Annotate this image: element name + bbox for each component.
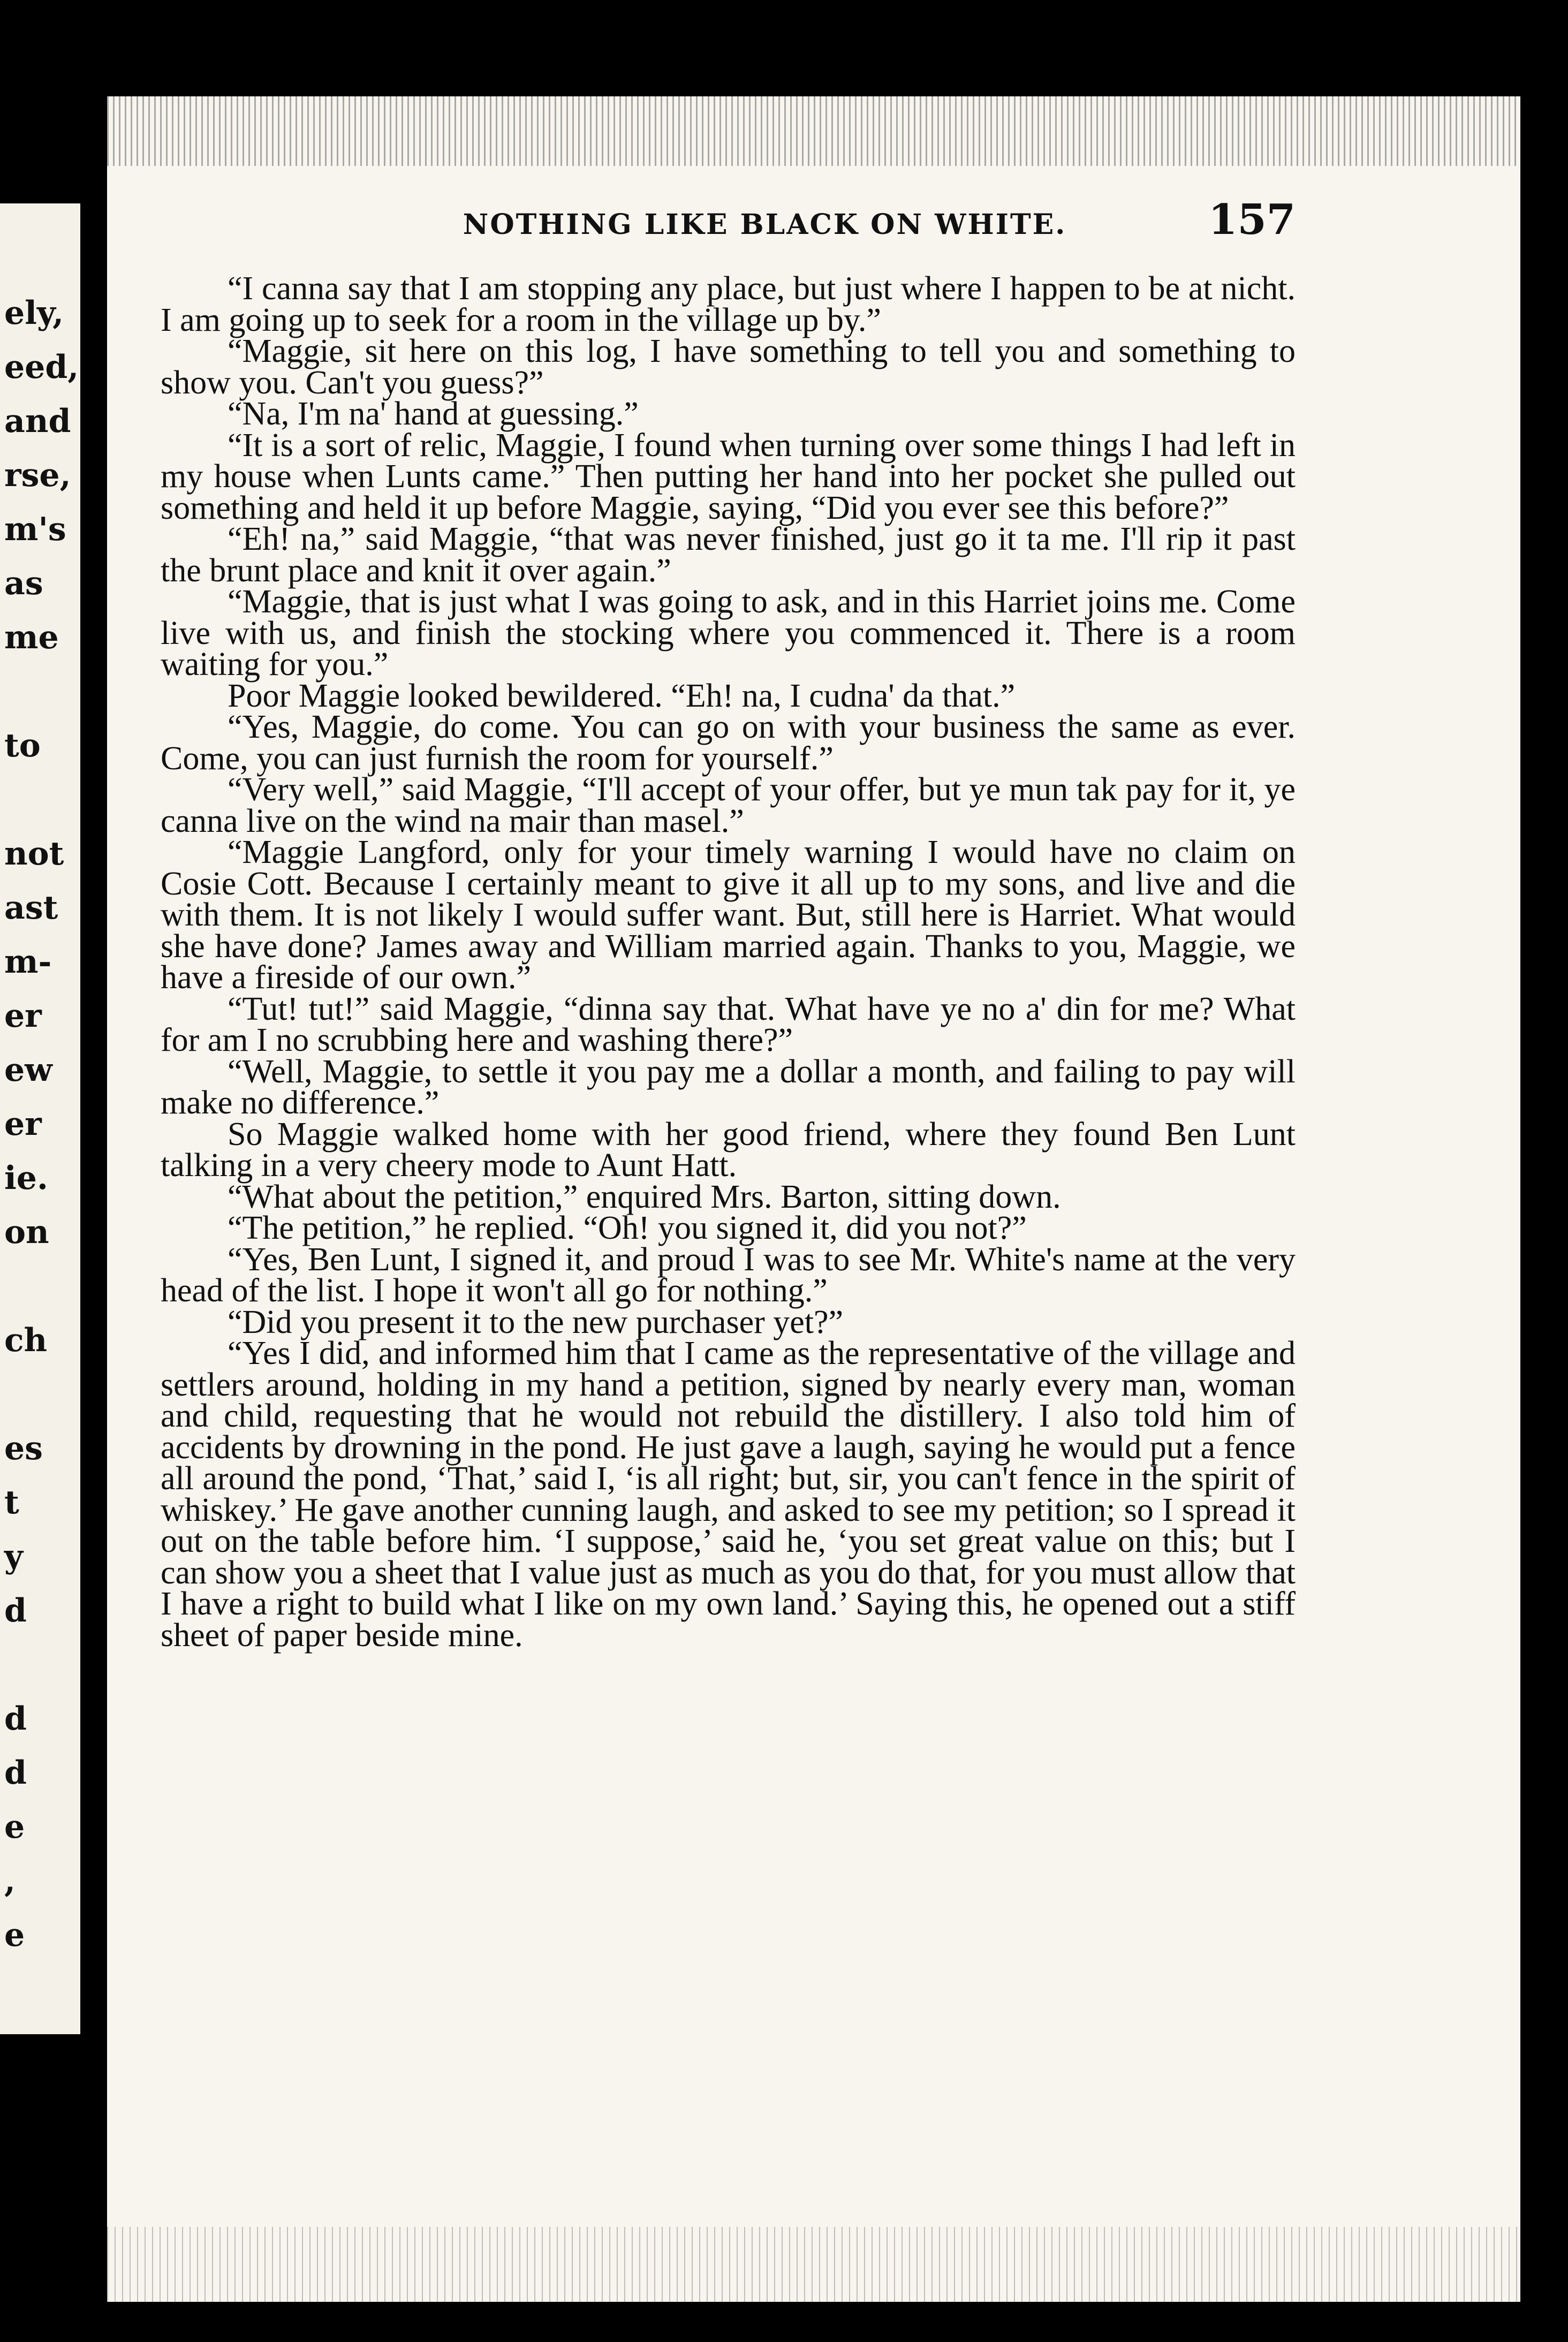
running-head-title: NOTHING LIKE BLACK ON WHITE. xyxy=(463,208,1067,241)
previous-page-fragment xyxy=(4,773,79,827)
previous-page-fragment: d xyxy=(4,1592,27,1629)
previous-page-fragment: me xyxy=(4,619,59,656)
previous-page-fragment: e xyxy=(4,1808,25,1846)
paragraph: “Tut! tut!” said Maggie, “dinna say that. What have ye no a' din for me? What for am I no scrubbing here and washing there?” xyxy=(161,990,1296,1058)
paragraph: So Maggie walked home with her good friend, where they found Ben Lunt talking in a very cheery mode to Aunt Hatt. xyxy=(161,1116,1296,1184)
previous-page-fragment: es xyxy=(4,1430,43,1467)
previous-page-fragment: d xyxy=(4,1700,27,1738)
previous-page-fragment: as xyxy=(4,565,43,602)
previous-page-fragment: ch xyxy=(4,1322,48,1359)
paragraph: “Maggie Langford, only for your timely warning I would have no claim on Cosie Cott. Because I certainly meant to give it all up to my sons, and live and die with them. It is not likely I would suffer want. But, still here is Harriet. What would she have done? James away and William married again. Thanks to you, Maggie, we have a fireside of our own.” xyxy=(161,834,1296,996)
paragraph: “It is a sort of relic, Maggie, I found when turning over some things I had left in my house when Lunts came.” Then putting her hand into her pocket she pulled out something and held it up before Maggie, saying, “Did you ever see this before?” xyxy=(161,427,1296,526)
paragraph: Poor Maggie looked bewildered. “Eh! na, I cudna' da that.” xyxy=(228,677,1016,714)
paragraph: “What about the petition,” enquired Mrs. Barton, sitting down. xyxy=(228,1178,1061,1215)
previous-page-fragment: e xyxy=(4,1916,25,1954)
previous-page-fragment: er xyxy=(4,997,42,1035)
previous-page-fragment: ie. xyxy=(4,1159,48,1197)
previous-page-fragment xyxy=(4,1638,79,1692)
previous-page-fragment: t xyxy=(4,1484,19,1521)
paragraph: “Na, I'm na' hand at guessing.” xyxy=(228,396,639,432)
paragraph: “Eh! na,” said Maggie, “that was never finished, just go it ta me. I'll rip it past the brunt place and knit it over again.” xyxy=(161,521,1296,589)
previous-page-fragment xyxy=(4,665,79,719)
previous-page-fragment: ew xyxy=(4,1051,52,1089)
previous-page-fragment: d xyxy=(4,1754,27,1792)
scan-noise-bottom xyxy=(107,2227,1520,2302)
paragraph: “Yes, Ben Lunt, I signed it, and proud I was to see Mr. White's name at the very head of the list. I hope it won't all go for nothing.” xyxy=(161,1241,1296,1309)
previous-page-fragment: and xyxy=(4,403,71,440)
paragraph: “Well, Maggie, to settle it you pay me a dollar a month, and failing to pay will make no difference.” xyxy=(161,1053,1296,1121)
previous-page-fragment: rse, xyxy=(4,457,71,494)
paragraph: “Did you present it to the new purchaser yet?” xyxy=(228,1303,844,1340)
paragraph: “Maggie, sit here on this log, I have something to tell you and something to show you. Can't you guess?” xyxy=(161,333,1296,401)
previous-page-fragment: ely, xyxy=(4,294,64,332)
previous-page-fragment: not xyxy=(4,835,64,873)
page-number: 157 xyxy=(1208,195,1296,244)
body-text xyxy=(161,270,1296,1654)
previous-page-edge xyxy=(0,203,80,2034)
book-page xyxy=(107,96,1520,2302)
previous-page-fragment: , xyxy=(4,1862,16,1900)
running-head xyxy=(161,195,1296,244)
previous-page-fragment: er xyxy=(4,1105,42,1143)
previous-page-fragment: y xyxy=(4,1538,23,1575)
previous-page-fragment: m- xyxy=(4,943,52,981)
scan-noise-top xyxy=(107,96,1520,166)
previous-page-fragment: eed, xyxy=(4,348,79,386)
previous-page-fragment: m's xyxy=(4,511,66,548)
paragraph: “Very well,” said Maggie, “I'll accept of your offer, but ye mun tak pay for it, ye canna live on the wind na mair than masel.” xyxy=(161,771,1296,839)
paragraph: “Maggie, that is just what I was going to ask, and in this Harriet joins me. Come live with us, and finish the stocking where you commenced it. There is a room waiting for you.” xyxy=(161,583,1296,683)
previous-page-fragment xyxy=(4,1260,79,1314)
previous-page-fragments xyxy=(4,286,79,1962)
previous-page-fragment: on xyxy=(4,1214,49,1251)
paragraph: “The petition,” he replied. “Oh! you signed it, did you not?” xyxy=(228,1210,1027,1246)
paragraph: “I canna say that I am stopping any place, but just where I happen to be at nicht. I am going up to seek for a room in the village up by.” xyxy=(161,270,1296,338)
previous-page-fragment xyxy=(4,1368,79,1422)
previous-page-fragment: to xyxy=(4,727,41,764)
previous-page-fragment: ast xyxy=(4,889,58,927)
paragraph: “Yes I did, and informed him that I came as the representative of the village and settlers around, holding in my hand a petition, signed by nearly every man, woman and child, requesting that he would not rebuild the distillery. I also told him of accidents by drowning in the pond. He just gave a laugh, saying he would put a fence all around the pond, ‘That,’ said I, ‘is all right; but, sir, you can't fence in the spirit of whiskey.’ He gave another cunning laugh, and asked to see my petition; so I spread it out on the table before him. ‘I suppose,’ said he, ‘you set great value on this; but I can show you a sheet that I value just as much as you do that, for you must allow that I have a right to build what I like on my own land.’ Saying this, he opened out a stiff sheet of paper beside mine. xyxy=(161,1335,1296,1654)
paragraph: “Yes, Maggie, do come. You can go on with your business the same as ever. Come, you can just furnish the room for yourself.” xyxy=(161,709,1296,777)
